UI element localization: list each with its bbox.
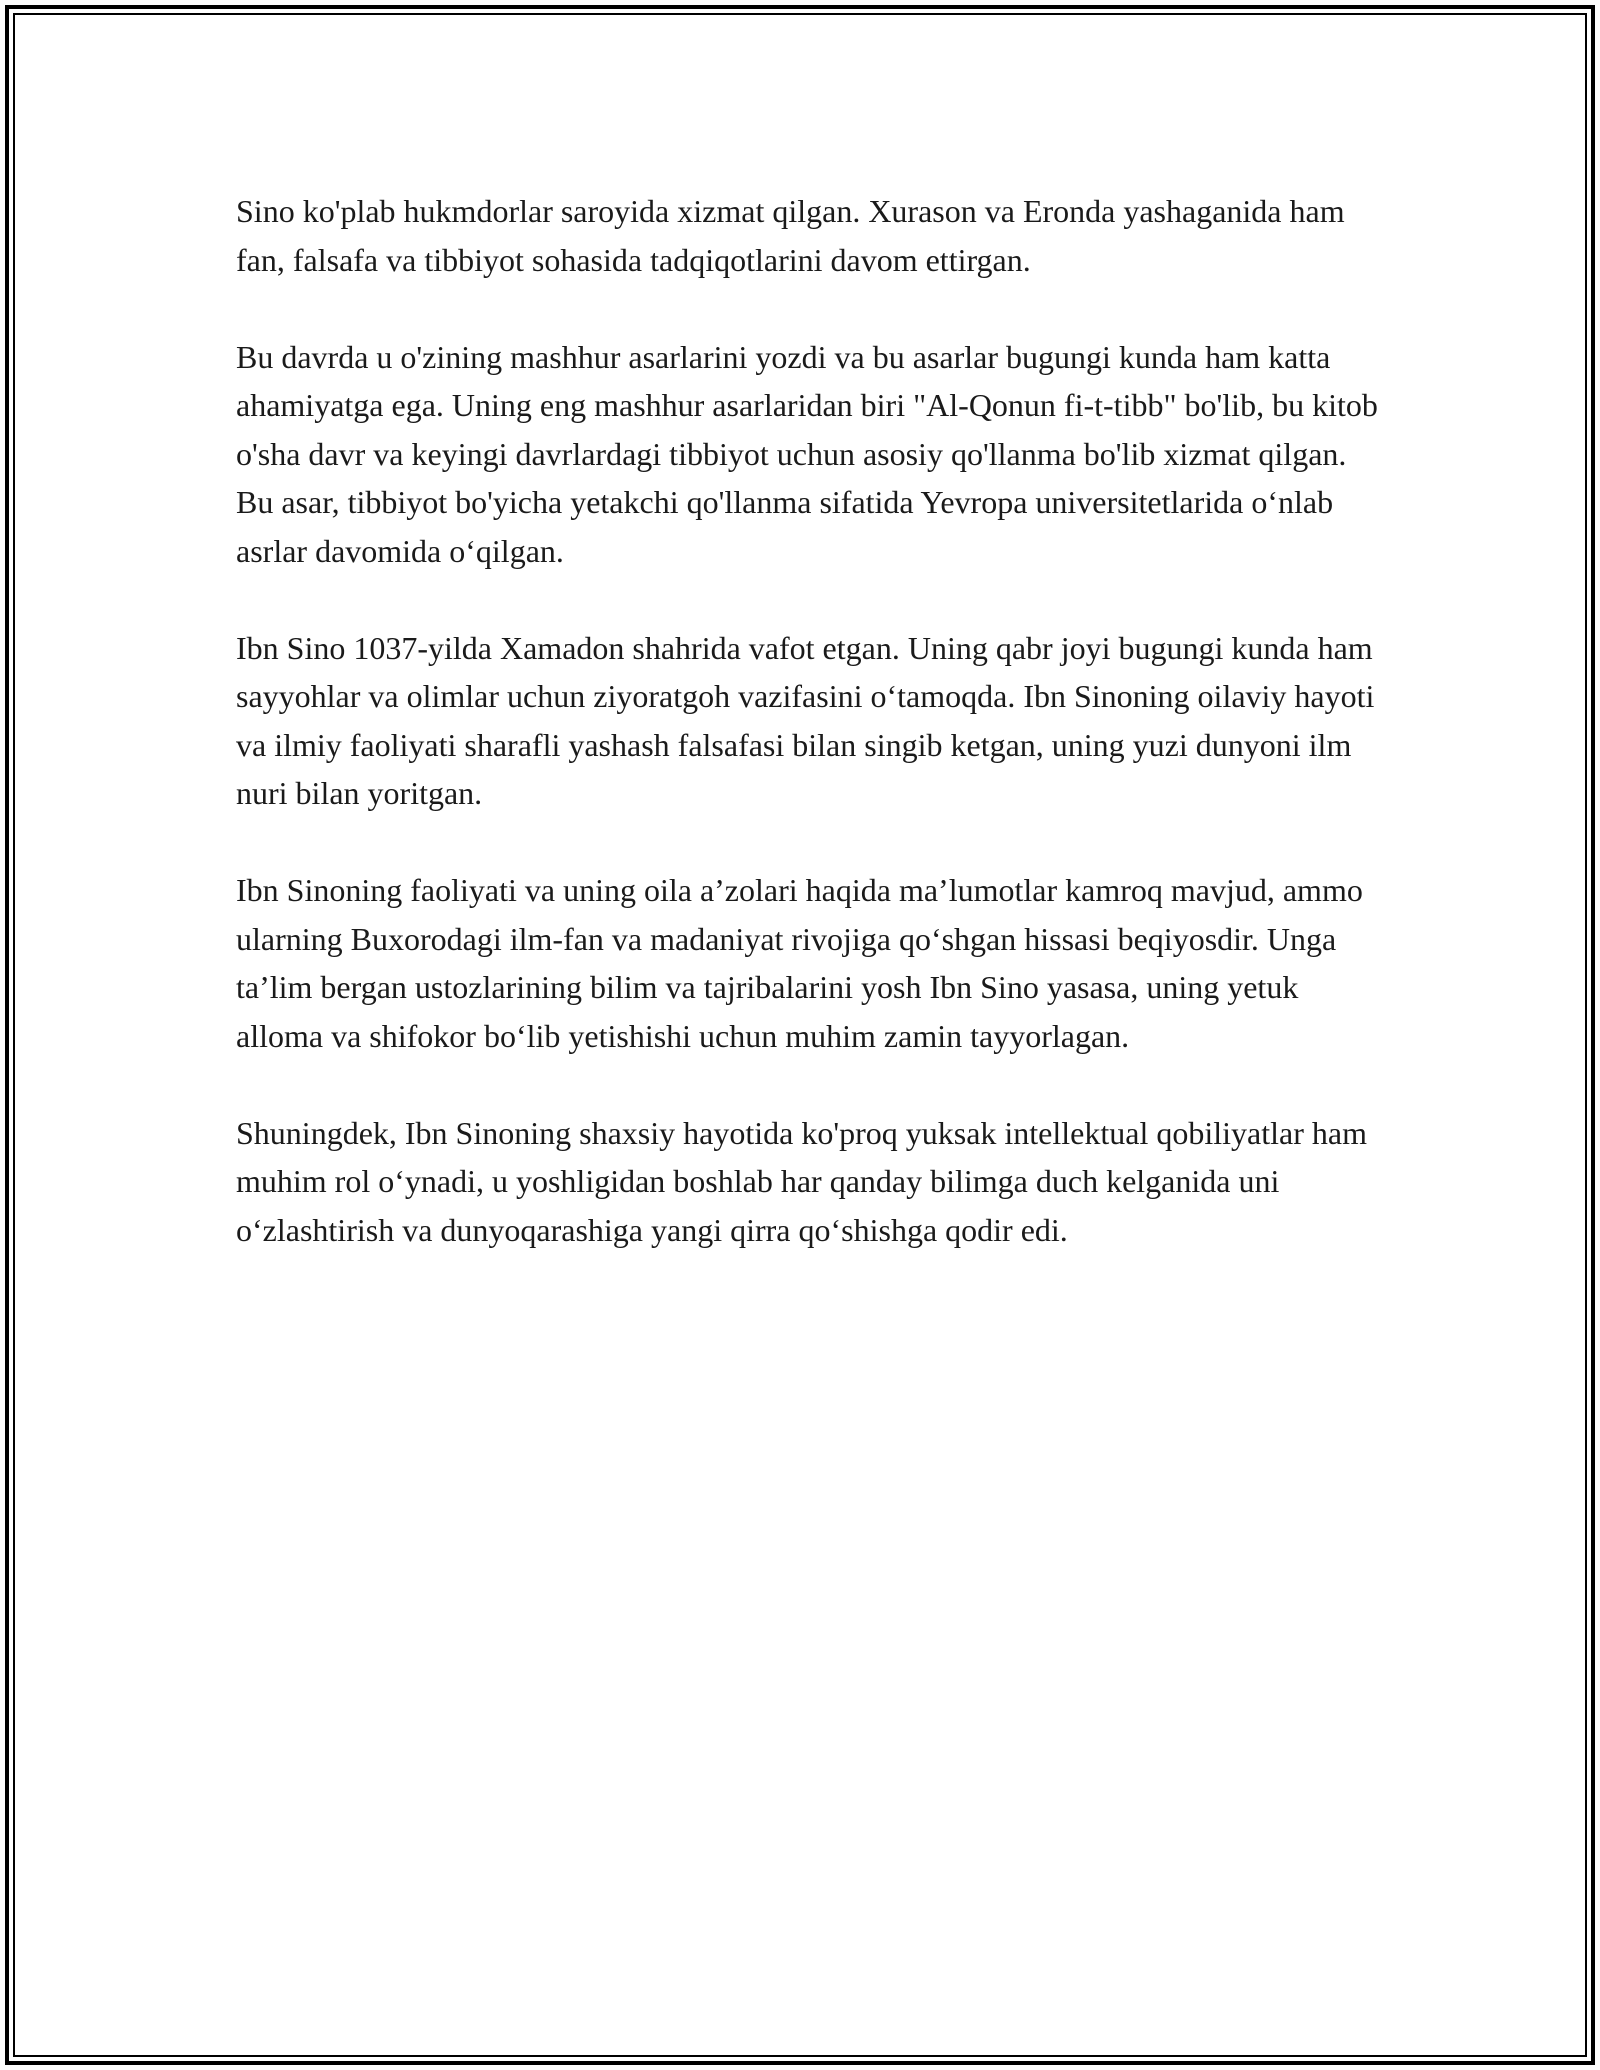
paragraph-2: Bu davrda u o'zining mashhur asarlarini yozdi va bu asarlar bugungi kunda ham katta ahamiyatga ega. Uning eng mashhur asarlaridan biri "Al-Qonun fi-t-tibb" bo'lib, bu kitob o'sha davr va keyingi davrlardagi tibbiyot uchun asosiy qo'llanma bo'lib xizmat qilgan. Bu asar, tibbiyot bo'yicha yetakchi qo'llanma sifatida Yevropa universitetlarida o‘nlab asrlar davomida o‘qilgan. [236, 338, 1378, 569]
paragraph-4: Ibn Sinoning faoliyati va uning oila a’zolari haqida ma’lumotlar kamroq mavjud, ammo ularning Buxorodagi ilm-fan va madaniyat rivojiga qo‘shgan hissasi beqiyosdir. Unga ta’lim bergan ustozlarining bilim va tajribalarini yosh Ibn Sino yasasa, uning yetuk alloma va shifokor bo‘lib yetishishi uchun muhim zamin tayyorlagan. [236, 872, 1363, 1054]
document-body [236, 187, 1386, 1303]
paragraph-1: Sino ko'plab hukmdorlar saroyida xizmat qilgan. Xurason va Eronda yashaganida ham fan, falsafa va tibbiyot sohasida tadqiqotlarini davom ettirgan. [236, 193, 1345, 278]
paragraph-3: Ibn Sino 1037-yilda Xamadon shahrida vafot etgan. Uning qabr joyi bugungi kunda ham sayyohlar va olimlar uchun ziyoratgoh vazifasini o‘tamoqda. Ibn Sinoning oilaviy hayoti va ilmiy faoliyati sharafli yashash falsafasi bilan singib ketgan, uning yuzi dunyoni ilm nuri bilan yoritgan. [236, 629, 1375, 811]
paragraph-5: Shuningdek, Ibn Sinoning shaxsiy hayotida ko'proq yuksak intellektual qobiliyatlar ham muhim rol o‘ynadi, u yoshligidan boshlab har qanday bilimga duch kelganida uni o‘zlashtirish va dunyoqarashiga yangi qirra qo‘shishga qodir edi. [236, 1114, 1367, 1248]
